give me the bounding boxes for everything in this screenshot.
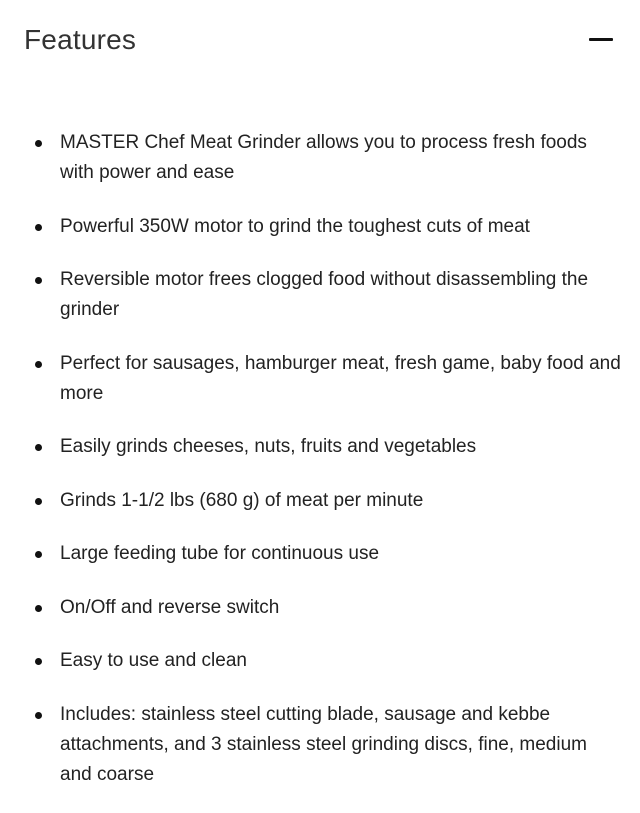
bullet-icon <box>35 224 42 231</box>
feature-list-item <box>0 486 640 516</box>
feature-list-item <box>0 265 640 325</box>
bullet-icon <box>35 658 42 665</box>
bullet-icon <box>35 444 42 451</box>
feature-list-item <box>0 646 640 676</box>
bullet-icon <box>35 498 42 505</box>
feature-text: Easy to use and clean <box>60 650 247 671</box>
feature-text: Includes: stainless steel cutting blade, sausage and kebbe attachments, and 3 stainless steel grinding discs, fine, medium and coarse <box>60 703 587 785</box>
bullet-icon <box>35 551 42 558</box>
feature-list-item <box>0 593 640 623</box>
feature-list-item <box>0 212 640 242</box>
features-accordion-header[interactable] <box>0 0 640 82</box>
feature-list-item <box>0 432 640 462</box>
feature-text: Easily grinds cheeses, nuts, fruits and vegetables <box>60 436 477 457</box>
feature-text: On/Off and reverse switch <box>60 596 280 618</box>
minus-icon <box>589 38 613 41</box>
feature-text: Grinds 1-1/2 lbs (680 g) of meat per minute <box>60 489 424 511</box>
feature-list <box>0 128 640 813</box>
feature-text: Powerful 350W motor to grind the toughest cuts of meat <box>60 215 530 237</box>
feature-text: Perfect for sausages, hamburger meat, fresh game, baby food and more <box>60 352 621 404</box>
feature-text: MASTER Chef Meat Grinder allows you to process fresh foods with power and ease <box>60 132 587 183</box>
section-title: Features <box>24 24 137 55</box>
bullet-icon <box>35 712 42 719</box>
bullet-icon <box>35 277 42 284</box>
bullet-icon <box>35 361 42 368</box>
feature-list-item <box>0 539 640 569</box>
feature-list-item <box>0 349 640 409</box>
feature-list-item <box>0 128 640 188</box>
bullet-icon <box>35 605 42 612</box>
feature-text: Reversible motor frees clogged food without disassembling the grinder <box>60 269 589 320</box>
feature-text: Large feeding tube for continuous use <box>60 543 380 564</box>
collapse-toggle-button[interactable] <box>588 24 614 54</box>
bullet-icon <box>35 140 42 147</box>
feature-list-item <box>0 700 640 790</box>
